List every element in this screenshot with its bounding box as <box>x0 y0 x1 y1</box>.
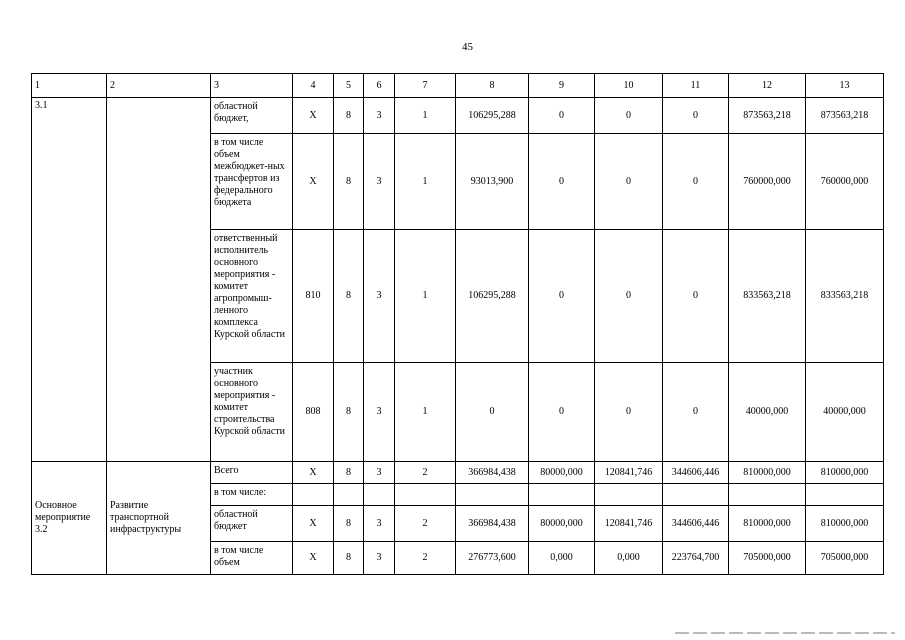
value-cell: 810000,000 <box>806 506 884 542</box>
header-cell-13: 13 <box>806 74 884 98</box>
budget-table <box>31 73 884 575</box>
value-cell: 0 <box>529 98 595 134</box>
value-cell <box>334 484 364 506</box>
value-cell: 873563,218 <box>729 98 806 134</box>
header-cell-10: 10 <box>595 74 663 98</box>
value-cell: 3 <box>364 542 395 575</box>
value-cell: X <box>293 542 334 575</box>
value-cell: 40000,000 <box>729 363 806 462</box>
funding-source-cell: в том числе: <box>211 484 293 506</box>
funding-source-cell: областной бюджет <box>211 506 293 542</box>
header-cell-7: 7 <box>395 74 456 98</box>
header-cell-4: 4 <box>293 74 334 98</box>
activity-number-cell: 3.1 <box>32 98 107 462</box>
value-cell: 873563,218 <box>806 98 884 134</box>
header-cell-2: 2 <box>107 74 211 98</box>
value-cell: 705000,000 <box>806 542 884 575</box>
funding-source-cell: ответственный исполнитель основного мероприятия - комитет агропромыш-ленного комплекса Курской области <box>211 230 293 363</box>
value-cell <box>595 484 663 506</box>
value-cell: 120841,746 <box>595 506 663 542</box>
header-cell-5: 5 <box>334 74 364 98</box>
table-row <box>32 462 884 484</box>
value-cell: 0 <box>663 98 729 134</box>
header-cell-12: 12 <box>729 74 806 98</box>
value-cell: 0 <box>663 363 729 462</box>
value-cell: 833563,218 <box>729 230 806 363</box>
value-cell: 276773,600 <box>456 542 529 575</box>
value-cell: 3 <box>364 134 395 230</box>
table-row <box>32 98 884 134</box>
funding-source-cell: в том числе объем <box>211 542 293 575</box>
header-cell-6: 6 <box>364 74 395 98</box>
funding-source-cell: областной бюджет, <box>211 98 293 134</box>
value-cell: 810000,000 <box>729 462 806 484</box>
value-cell: 3 <box>364 98 395 134</box>
funding-source-cell: Всего <box>211 462 293 484</box>
value-cell: 2 <box>395 462 456 484</box>
value-cell: 8 <box>334 98 364 134</box>
value-cell: 366984,438 <box>456 506 529 542</box>
footer-dashed-line <box>675 632 895 634</box>
value-cell: 2 <box>395 506 456 542</box>
value-cell: 366984,438 <box>456 462 529 484</box>
value-cell: 810 <box>293 230 334 363</box>
value-cell: 0 <box>529 363 595 462</box>
value-cell: 810000,000 <box>806 462 884 484</box>
header-cell-3: 3 <box>211 74 293 98</box>
header-row <box>32 74 884 98</box>
value-cell: 1 <box>395 134 456 230</box>
value-cell: 0 <box>595 98 663 134</box>
value-cell: 0 <box>595 363 663 462</box>
value-cell: 120841,746 <box>595 462 663 484</box>
value-cell <box>364 484 395 506</box>
value-cell: 0 <box>529 134 595 230</box>
activity-name-cell <box>107 98 211 462</box>
value-cell: 0,000 <box>595 542 663 575</box>
value-cell <box>456 484 529 506</box>
value-cell: 3 <box>364 462 395 484</box>
value-cell: 106295,288 <box>456 98 529 134</box>
funding-source-cell: участник основного мероприятия - комитет строительства Курской области <box>211 363 293 462</box>
value-cell: 8 <box>334 462 364 484</box>
value-cell <box>395 484 456 506</box>
value-cell: 1 <box>395 363 456 462</box>
value-cell <box>806 484 884 506</box>
header-cell-9: 9 <box>529 74 595 98</box>
value-cell: 0 <box>595 230 663 363</box>
value-cell: 106295,288 <box>456 230 529 363</box>
value-cell: 3 <box>364 363 395 462</box>
value-cell: 8 <box>334 542 364 575</box>
value-cell: 0 <box>595 134 663 230</box>
value-cell: 2 <box>395 542 456 575</box>
value-cell: 8 <box>334 134 364 230</box>
value-cell: X <box>293 134 334 230</box>
value-cell: 1 <box>395 230 456 363</box>
value-cell <box>663 484 729 506</box>
activity-number-cell: Основное мероприятие 3.2 <box>32 462 107 575</box>
value-cell: X <box>293 506 334 542</box>
value-cell: 0 <box>456 363 529 462</box>
activity-name-cell: Развитие транспортной инфраструктуры <box>107 462 211 575</box>
value-cell: 223764,700 <box>663 542 729 575</box>
value-cell: 8 <box>334 230 364 363</box>
header-cell-1: 1 <box>32 74 107 98</box>
header-cell-8: 8 <box>456 74 529 98</box>
value-cell: 344606,446 <box>663 462 729 484</box>
value-cell: 1 <box>395 98 456 134</box>
value-cell <box>293 484 334 506</box>
value-cell: 8 <box>334 506 364 542</box>
value-cell: 80000,000 <box>529 506 595 542</box>
value-cell: 80000,000 <box>529 462 595 484</box>
value-cell: 810000,000 <box>729 506 806 542</box>
value-cell: 0 <box>529 230 595 363</box>
value-cell: 0,000 <box>529 542 595 575</box>
value-cell: 3 <box>364 230 395 363</box>
value-cell: 705000,000 <box>729 542 806 575</box>
header-cell-11: 11 <box>663 74 729 98</box>
value-cell <box>729 484 806 506</box>
funding-source-cell: в том числе объем межбюджет-ных трансфертов из федерального бюджета <box>211 134 293 230</box>
value-cell: 3 <box>364 506 395 542</box>
value-cell: 833563,218 <box>806 230 884 363</box>
value-cell: 0 <box>663 230 729 363</box>
value-cell: 760000,000 <box>729 134 806 230</box>
value-cell <box>529 484 595 506</box>
value-cell: 344606,446 <box>663 506 729 542</box>
value-cell: 8 <box>334 363 364 462</box>
value-cell: 40000,000 <box>806 363 884 462</box>
value-cell: X <box>293 462 334 484</box>
value-cell: 0 <box>663 134 729 230</box>
value-cell: 808 <box>293 363 334 462</box>
value-cell: 93013,900 <box>456 134 529 230</box>
page-number: 45 <box>462 41 473 53</box>
value-cell: X <box>293 98 334 134</box>
value-cell: 760000,000 <box>806 134 884 230</box>
